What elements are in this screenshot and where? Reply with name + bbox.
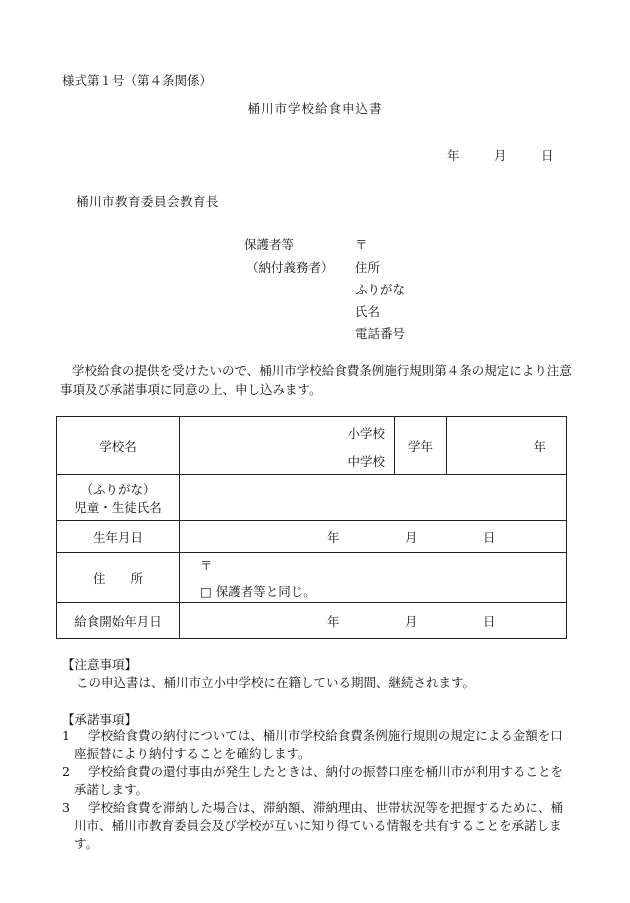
birth-day-unit: 日 xyxy=(483,529,496,545)
guardian-payer-label: （納付義務者） xyxy=(246,260,334,275)
birth-year-unit: 年 xyxy=(327,529,340,545)
grade-field[interactable]: 年 xyxy=(447,417,567,475)
form-number: 様式第１号（第４条関係） xyxy=(62,73,213,88)
student-name-label-cell xyxy=(57,475,180,521)
address-label: 住 所 xyxy=(57,553,180,603)
junior-high-label: 中学校 xyxy=(347,454,385,469)
birthdate-field[interactable] xyxy=(180,521,567,553)
consent-item-text: 学校給食費の還付事由が発生したときは、納付の振替口座を桶川市が利用することを承諾します。 xyxy=(74,764,564,797)
guardian-label: 保護者等 xyxy=(244,237,295,252)
start-date-label: 給食開始年月日 xyxy=(57,603,180,639)
row-start-date xyxy=(57,603,567,639)
consent-item-1 xyxy=(62,727,572,763)
school-name-label: 学校名 xyxy=(57,417,180,475)
consent-item-3 xyxy=(62,799,572,853)
start-month-unit: 月 xyxy=(405,613,418,629)
student-name-field[interactable] xyxy=(180,475,567,521)
application-table xyxy=(56,416,567,639)
form-title: 桶川市学校給食申込書 xyxy=(247,101,383,116)
birth-month-unit: 月 xyxy=(405,529,418,545)
start-day-unit: 日 xyxy=(483,613,496,629)
row-student-name xyxy=(57,475,567,521)
consent-item-text: 学校給食費の納付については、桶川市学校給食費条例施行規則の規定による金額を口座振替により納付することを確約します。 xyxy=(74,728,563,761)
consent-item-2 xyxy=(62,763,572,799)
addressee: 桶川市教育委員会教育長 xyxy=(76,194,220,209)
row-address xyxy=(57,553,567,603)
guardian-postal-mark: 〒 xyxy=(355,237,368,252)
address-postal-mark: 〒 xyxy=(200,558,213,573)
consent-item-number: 1 xyxy=(62,728,70,743)
date-year-unit: 年 xyxy=(447,148,460,163)
start-year-unit: 年 xyxy=(327,613,340,629)
date-day-unit: 日 xyxy=(541,148,554,163)
guardian-furigana-label: ふりがな xyxy=(355,282,406,297)
consent-heading: 【承諾事項】 xyxy=(62,712,138,727)
consent-item-text: 学校給食費を滞納した場合は、滞納額、滞納理由、世帯状況等を把握するために、桶川市、桶川市教育委員会及び学校が互いに知り得ている情報を共有することを承諾します。 xyxy=(74,800,564,851)
row-school xyxy=(57,417,567,475)
consent-item-number: 3 xyxy=(62,800,70,815)
student-name-label: 児童・生徒氏名 xyxy=(74,499,162,515)
guardian-address-label: 住所 xyxy=(355,260,381,275)
birthdate-label: 生年月日 xyxy=(57,521,180,553)
consent-item-number: 2 xyxy=(62,764,70,779)
elementary-label: 小学校 xyxy=(347,426,385,441)
school-name-field[interactable] xyxy=(180,417,395,475)
intro-text: 学校給食の提供を受けたいので、桶川市学校給食費条例施行規則第４条の規定により注意事項及び承諾事項に同意の上、申し込みます。 xyxy=(60,363,572,397)
notes-text: この申込書は、桶川市立小中学校に在籍している期間、継続されます。 xyxy=(76,675,476,690)
notes-heading: 【注意事項】 xyxy=(62,657,138,672)
grade-label: 学年 xyxy=(395,417,447,475)
start-date-field[interactable] xyxy=(180,603,567,639)
address-field[interactable] xyxy=(180,553,567,603)
guardian-phone-label: 電話番号 xyxy=(355,326,406,341)
student-furigana-label: （ふりがな） xyxy=(80,481,156,497)
guardian-name-label: 氏名 xyxy=(355,304,381,319)
date-month-unit: 月 xyxy=(494,148,507,163)
row-birthdate xyxy=(57,521,567,553)
same-as-guardian-checkbox[interactable]: □ 保護者等と同じ。 xyxy=(200,584,316,599)
